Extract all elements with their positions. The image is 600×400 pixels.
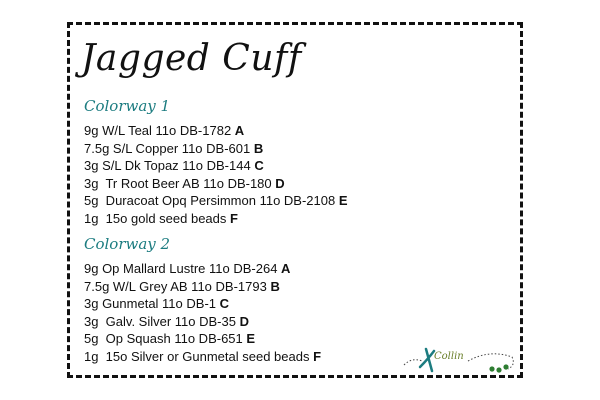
list-item: 9g W/L Teal 11o DB-1782 A	[84, 123, 245, 138]
collin-logo	[400, 345, 520, 375]
list-item: 7.5g S/L Copper 11o DB-601 B	[84, 140, 264, 156]
list-item: 3g Tr Root Beer AB 11o DB-180 D	[84, 175, 285, 191]
list-item: 3g Gunmetal 11o DB-1 C	[84, 296, 230, 312]
list-item: 5g Op Squash 11o DB-651 E	[84, 331, 256, 347]
list-item: 5g Duracoat Opq Persimmon 11o DB-2108 E	[84, 193, 348, 209]
list-item: 3g Galv. Silver 11o DB-35 D	[84, 313, 249, 329]
logo-text: Collin	[434, 351, 464, 362]
colorway-2-heading: Colorway 2	[84, 235, 171, 253]
colorway-1-heading: Colorway 1	[84, 97, 171, 115]
pattern-title: Jagged Cuff	[81, 38, 302, 79]
list-item: 7.5g W/L Grey AB 11o DB-1793 B	[84, 278, 280, 294]
colorway-2-list	[84, 260, 321, 366]
list-item: 3g S/L Dk Topaz 11o DB-144 C	[84, 158, 264, 174]
colorway-1-list	[84, 122, 348, 228]
list-item: 1g 15o Silver or Gunmetal seed beads F	[84, 348, 322, 364]
list-item: 9g Op Mallard Lustre 11o DB-264 A	[84, 261, 291, 276]
list-item: 1g 15o gold seed beads F	[84, 210, 238, 226]
